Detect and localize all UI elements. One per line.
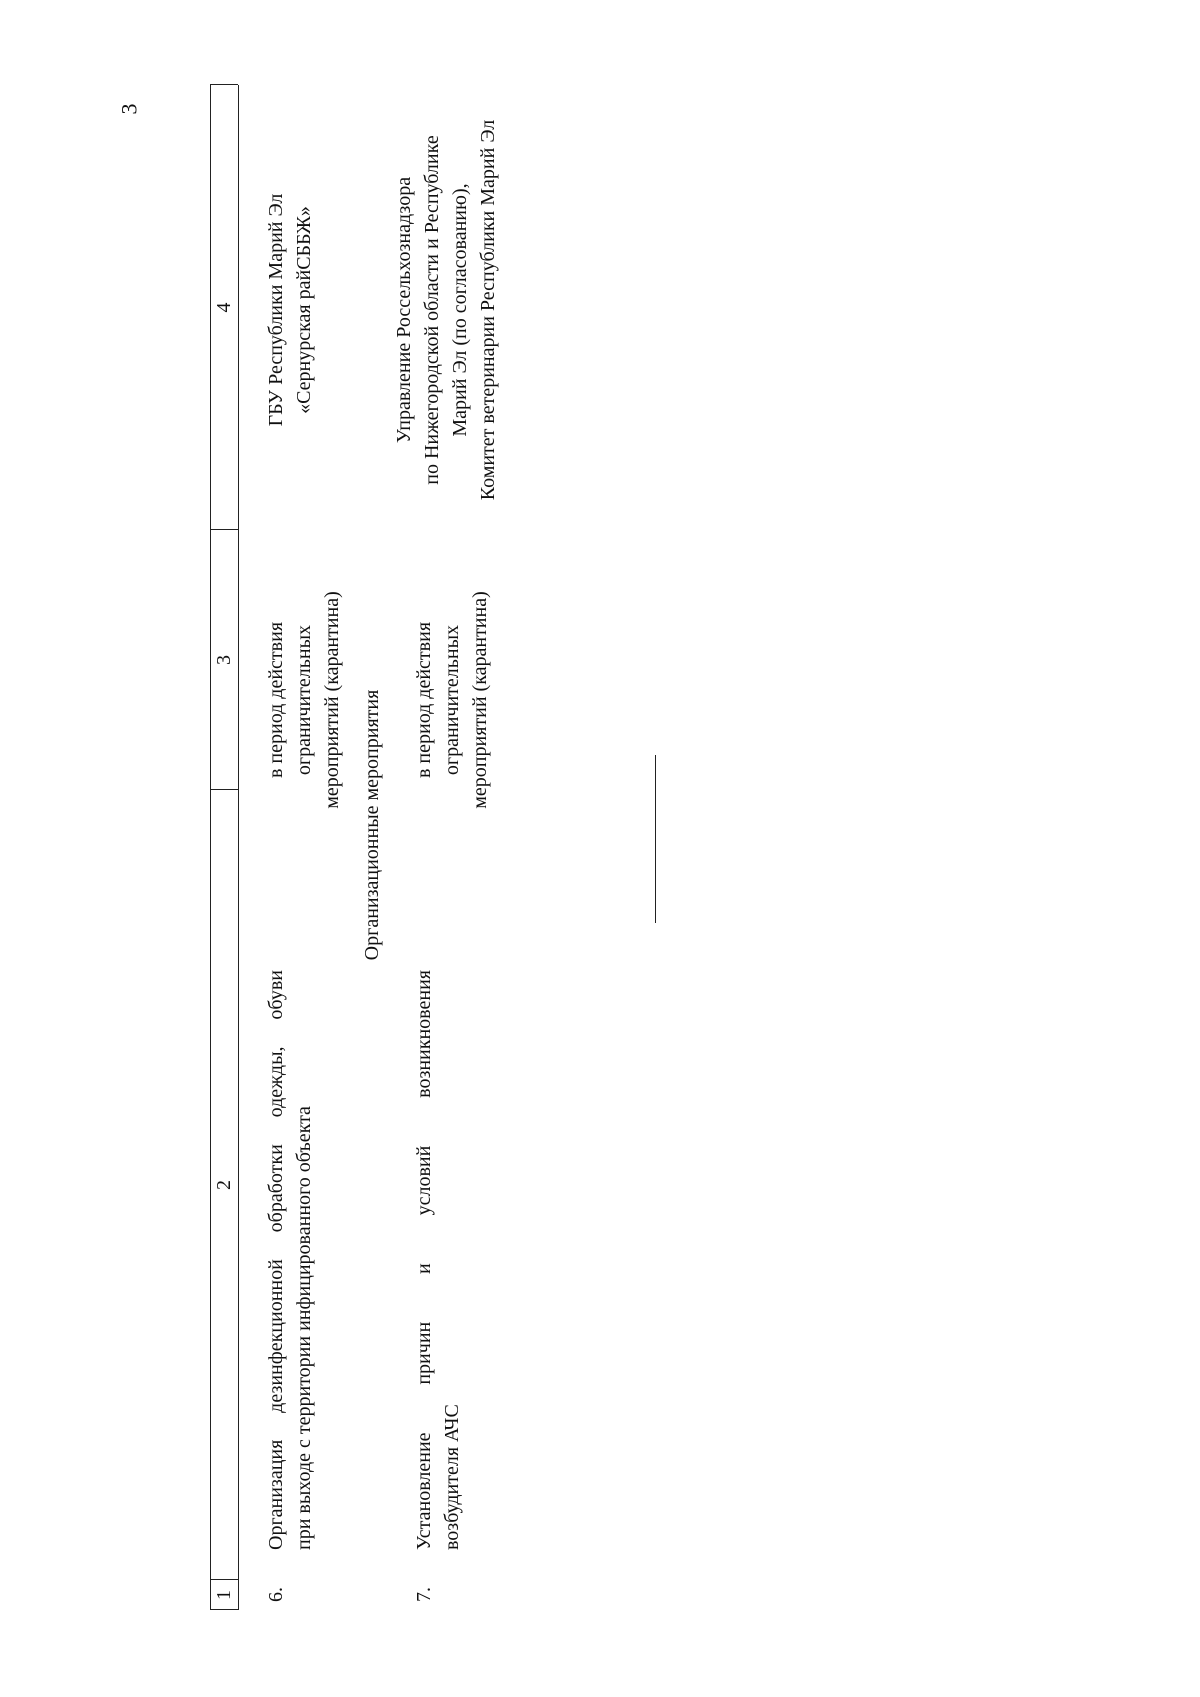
term-text	[262, 585, 346, 815]
executor-line: «Сернурская райСББЖ»	[293, 206, 315, 414]
word: Организация	[265, 1439, 287, 1550]
column-number-4: 4	[213, 302, 235, 313]
word: Установление	[413, 1432, 435, 1550]
measure-line: при выходе с территории инфицированного объекта	[293, 1106, 315, 1550]
term-line: ограничительных	[293, 624, 315, 776]
table-header-bottom-border	[238, 85, 239, 1610]
word: обработки	[265, 1144, 287, 1233]
word: причин	[413, 1321, 435, 1385]
executor-text	[390, 100, 502, 520]
measure-text	[410, 970, 466, 1550]
column-number-3: 3	[213, 655, 235, 665]
measure-line: возбудителя АЧС	[441, 1404, 463, 1550]
executor-line: ГБУ Республики Марий Эл	[265, 193, 287, 427]
word: обуви	[265, 970, 287, 1020]
executor-line: Управление Россельхознадзора	[393, 176, 415, 444]
term-line: ограничительных	[441, 624, 463, 776]
term-line: в период действия	[413, 621, 435, 779]
page-number: 3	[116, 103, 142, 115]
term-line: мероприятий (карантина)	[321, 591, 343, 809]
word: дезинфекционной	[265, 1259, 287, 1413]
measure-text	[262, 970, 318, 1550]
row-number: 6.	[265, 1587, 287, 1602]
document-table	[210, 85, 550, 1610]
term-line: в период действия	[265, 621, 287, 779]
column-number-1: 1	[213, 1590, 235, 1600]
executor-line: Комитет ветеринарии Республики Марий Эл	[477, 119, 499, 501]
executor-line: Марий Эл (по согласованию),	[449, 183, 471, 437]
word: одежды,	[265, 1046, 287, 1118]
word: условий	[413, 1145, 435, 1216]
measure-line	[262, 970, 290, 1550]
executor-line: по Нижегородской области и Республике	[421, 135, 443, 485]
executor-text	[262, 100, 318, 520]
row-number: 7.	[413, 1587, 435, 1602]
word: возникновения	[413, 970, 435, 1098]
measure-line	[410, 970, 438, 1550]
end-separator-line	[655, 755, 656, 923]
section-title: Организационные мероприятия	[361, 689, 383, 961]
term-text	[410, 585, 494, 815]
word: и	[413, 1263, 435, 1274]
column-number-2: 2	[213, 1180, 235, 1190]
term-line: мероприятий (карантина)	[469, 591, 491, 809]
